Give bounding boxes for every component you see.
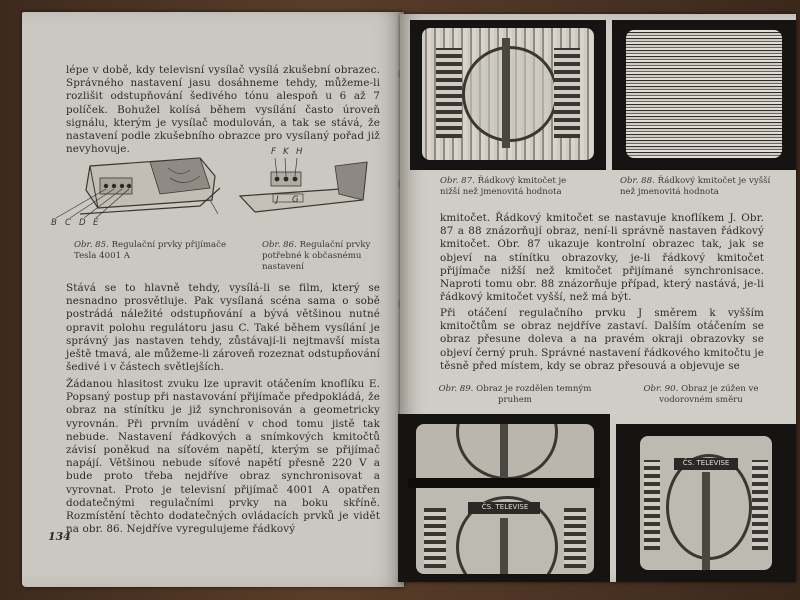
figure-90-text: Obraz je zúžen ve vodorovném směru [659,384,759,405]
test-card-label-90: ČS. TELEVISE [682,459,730,467]
figure-86-number: Obr. 86. [262,240,297,250]
figure-89-photo [398,414,610,582]
fig86-letter-h: H [296,147,303,157]
fig85-letter-b: B [51,218,57,228]
figure-87-number: Obr. 87. [440,176,475,186]
right-paragraph-2: Při otáčení regulačního prvku J směrem k vyšším kmitočtům se obraz nejdříve zastaví. Dalším otáčením se obraz přesune doleva a na pravém okraji obrazovky se objeví černý pruh. Správné nastavení řádkového kmitočtu je těsně před místem, kdy se obraz přesouvá a objevuje se [440,307,764,372]
fig86-letter-f: F [271,147,276,157]
figure-90-number: Obr. 90. [643,384,679,394]
left-paragraph-3: Žádanou hlasitost zvuku lze upravit otáčením knoflíku E. Popsaný postup při nastavování přijímače předpokládá, že obraz na stínítku je již synchronisován a geometricky vyrovnán. Při prvním uvádění v chod tomu jistě tak nebude. Nastavení řádkových a snímkových kmitočtů závisí poněkud na síťovém napětí, kterým se přijímač napájí. Většinou nebude síťové napětí přesně 220 V a bude proto třeba nejdříve obraz synchronisovat a vyrovnat. Proto je televisní přijímač 4001 A opatřen dodatečnými regulačními prvky na boku skříně. Rozmístění těchto dodatečných ovládacích prvků je vidět na obr. 86. Nejdříve vyregulujeme řádkový [66,378,380,536]
test-card-label-89: ČS. TELEVISE [481,503,529,511]
left-paragraph-2: Stává se to hlavně tehdy, vysílá-li se film, který se nesnadno prosvětluje. Pak vysílaná scéna sama o sobě postrádá náležité odstupňování a bývá většinou nutné opravit polohu regulátoru jasu C. Také během vysílání je správný jas nastaven tehdy, zůstávají-li nejtmavší místa ještě tmavá, ale můžeme-li zároveň rozeznat odstupňování šedivé i v částech světlejších. [66,282,380,374]
figure-87-photo [410,20,606,170]
figure-87-caption [440,176,580,198]
fig85-letter-c: C [65,218,72,228]
figure-87-text: Řádkový kmitočet je nižší než jmenovitá hodnota [440,176,567,197]
figure-85-text: Regulační prvky přijímače Tesla 4001 A [74,240,227,261]
figure-89-number: Obr. 89. [438,384,474,394]
figure-89-caption [430,384,600,406]
figure-88-caption [620,176,778,198]
figure-86-text: Regulační prvky potřebné k občasnému nastavení [262,240,371,272]
figure-88-photo [612,20,796,170]
fig86-letter-k: K [283,147,289,157]
figure-88-text: Řádkový kmitočet je vyšší než jmenovitá hodnota [620,176,771,197]
left-paragraph-1: lépe v době, kdy televisní vysílač vysílá zkušební obrazec. Správného nastavení jasu dosáhneme tehdy, můžeme-li rozlišit odstupňování šedivého tónu alespoň u 6 až 7 políček. Bohužel kolísá během vysílání často úroveň signálu, kterým je vysílač modulován, a tak se stává, že nastavení podle zkušebního obrazce pro vysílaný pořad již nevyhovuje. [66,64,380,156]
fig86-letter-j: J [276,195,279,205]
figure-85-caption [74,240,234,262]
figure-85-number: Obr. 85. [74,240,109,250]
figure-89-text: Obraz je rozdělen temným pruhem [476,384,592,405]
figure-90-caption [616,384,786,406]
dark-band [408,478,600,488]
figure-86-caption [262,240,378,273]
fig86-letter-g: G [292,195,299,205]
right-paragraph-1: kmitočet. Řádkový kmitočet se nastavuje knoflíkem J. Obr. 87 a 88 znázorňují obraz, není-li správně nastaven řádkový kmitočet. Obr. 87 ukazuje kontrolní obrazec tak, jak se objeví na stínítku obrazovky, je-li řádkový kmitočet přijímače nižší než kmitočet přijímané synchronisace. Naproti tomu obr. 88 znázorňuje případ, který nastává, je-li řádkový kmitočet vyšší, než má být. [440,212,764,304]
fig85-letter-e: E [93,218,99,228]
page-number: 134 [48,530,71,543]
figure-88-number: Obr. 88. [620,176,655,186]
fig85-letter-d: D [79,218,86,228]
figure-90-photo [616,424,796,582]
